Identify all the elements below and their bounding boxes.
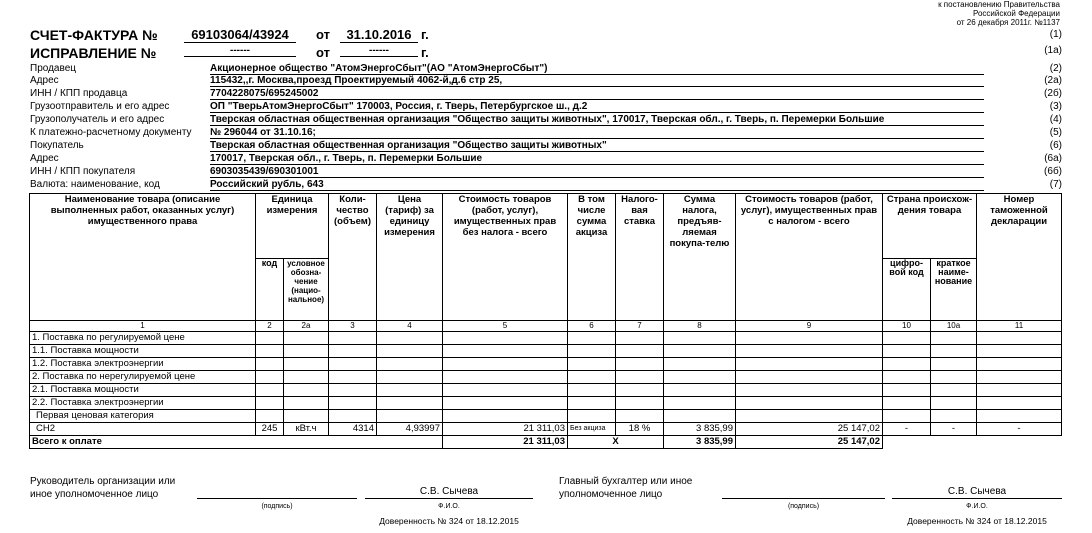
total-row bbox=[30, 436, 1062, 449]
item-row bbox=[30, 423, 1062, 436]
col-number: 11 bbox=[977, 321, 1062, 332]
info-ref: (4) bbox=[1049, 114, 1062, 125]
col-header-unit: Единица измерения bbox=[256, 194, 329, 259]
director-label-1: Руководитель организации или bbox=[30, 476, 176, 487]
item-tax: 3 835,99 bbox=[664, 423, 736, 436]
invoice-table bbox=[29, 193, 1062, 449]
director-sign-caption: (подпись) bbox=[261, 503, 293, 510]
info-ref: (6а) bbox=[1044, 153, 1062, 164]
item-unit: кВт.ч bbox=[284, 423, 329, 436]
info-value: Тверская областная общественная организация "Общество защиты животных", 170017, Тверская обл., г. Тверь, п. Перемерки Большие bbox=[210, 114, 885, 125]
info-row-buyer bbox=[30, 140, 1062, 152]
invoice-ref: (1) bbox=[1049, 29, 1062, 40]
info-value: Российский рубль, 643 bbox=[210, 179, 324, 190]
info-row-shipper bbox=[30, 101, 1062, 113]
info-ref: (5) bbox=[1049, 127, 1062, 138]
info-label: К платежно-расчетному документу bbox=[30, 127, 192, 138]
item-cost: 21 311,03 bbox=[443, 423, 568, 436]
info-ref: (7) bbox=[1049, 179, 1062, 190]
info-value: 115432,,г. Москва,проезд Проектируемый 4062-й,д.6 стр 25, bbox=[210, 75, 503, 86]
decree-line-3: от 26 декабря 2011г. №1137 bbox=[956, 18, 1060, 27]
info-label: ИНН / КПП продавца bbox=[30, 88, 128, 99]
row-name: 1. Поставка по регулируемой цене bbox=[30, 332, 256, 345]
accountant-power-of-attorney: Доверенность № 324 от 18.12.2015 bbox=[907, 516, 1047, 526]
row-name: 2.2. Поставка электроэнергии bbox=[30, 397, 256, 410]
invoice-year-suffix: г. bbox=[421, 27, 429, 42]
director-signature-line bbox=[197, 498, 357, 499]
col-number: 8 bbox=[664, 321, 736, 332]
correction-year-suffix: г. bbox=[421, 45, 429, 60]
info-label: Продавец bbox=[30, 63, 76, 74]
info-label: Покупатель bbox=[30, 140, 84, 151]
item-name: СН2 bbox=[30, 423, 256, 436]
decree-line-1: к постановлению Правительства bbox=[938, 0, 1060, 9]
item-country-code: - bbox=[883, 423, 931, 436]
director-name: С.В. Сычева bbox=[419, 486, 479, 497]
info-value: 6903035439/690301001 bbox=[210, 166, 319, 177]
item-excise: Без акциза bbox=[568, 423, 616, 436]
info-ref: (2а) bbox=[1044, 75, 1062, 86]
director-label-2: иное уполномоченное лицо bbox=[30, 489, 159, 500]
item-price: 4,93997 bbox=[377, 423, 443, 436]
col-number: 3 bbox=[329, 321, 377, 332]
item-country-name: - bbox=[931, 423, 977, 436]
info-row-seller-inn bbox=[30, 88, 1062, 100]
correction-title: ИСПРАВЛЕНИЕ № bbox=[30, 45, 157, 61]
total-tax: 3 835,99 bbox=[664, 436, 736, 449]
info-row-buyer-address bbox=[30, 153, 1062, 165]
col-number: 10а bbox=[931, 321, 977, 332]
row-name: 1.1. Поставка мощности bbox=[30, 345, 256, 358]
col-number: 4 bbox=[377, 321, 443, 332]
info-label: Грузоотправитель и его адрес bbox=[30, 101, 170, 112]
col-header-tax-rate: Налого-вая ставка bbox=[616, 194, 664, 321]
invoice-date: 31.10.2016 bbox=[340, 27, 418, 43]
row-name: 2. Поставка по нерегулируемой цене bbox=[30, 371, 256, 384]
info-label: Адрес bbox=[30, 153, 59, 164]
item-total: 25 147,02 bbox=[736, 423, 883, 436]
accountant-name-line bbox=[892, 498, 1062, 499]
table-row bbox=[30, 410, 1062, 423]
info-value: Акционерное общество "АтомЭнергоСбыт"(АО "АтомЭнергоСбыт") bbox=[210, 63, 548, 74]
info-label: Грузополучатель и его адрес bbox=[30, 114, 165, 125]
info-value: 7704228075/695245002 bbox=[210, 88, 319, 99]
table-row bbox=[30, 332, 1062, 345]
accountant-fio-caption: Ф.И.О. bbox=[966, 503, 988, 510]
correction-from-label: от bbox=[316, 45, 330, 60]
column-number-row bbox=[30, 321, 1062, 332]
total-label: Всего к оплате bbox=[30, 436, 443, 449]
invoice-from-label: от bbox=[316, 27, 330, 42]
info-value: 170017, Тверская обл., г. Тверь, п. Перемерки Большие bbox=[210, 153, 483, 164]
invoice-title: СЧЕТ-ФАКТУРА № bbox=[30, 27, 158, 43]
total-cost: 21 311,03 bbox=[443, 436, 568, 449]
col-header-name: Наименование товара (описание выполненных работ, оказанных услуг) имущественного права bbox=[30, 194, 256, 321]
accountant-signature-line bbox=[722, 498, 885, 499]
table-row bbox=[30, 371, 1062, 384]
col-header-unit-symbol: условное обозна-чение (нацио-нальное) bbox=[284, 259, 329, 321]
row-name: 1.2. Поставка электроэнергии bbox=[30, 358, 256, 371]
table-row bbox=[30, 345, 1062, 358]
col-number: 9 bbox=[736, 321, 883, 332]
info-ref: (6) bbox=[1049, 140, 1062, 151]
info-label: ИНН / КПП покупателя bbox=[30, 166, 136, 177]
info-ref: (3) bbox=[1049, 101, 1062, 112]
col-number: 7 bbox=[616, 321, 664, 332]
accountant-label-2: уполномоченное лицо bbox=[559, 489, 663, 500]
info-row-consignee bbox=[30, 114, 1062, 126]
correction-date: ------ bbox=[340, 45, 418, 57]
col-header-country-code: цифро-вой код bbox=[883, 259, 931, 321]
info-ref: (2) bbox=[1049, 63, 1062, 74]
info-ref: (6б) bbox=[1044, 166, 1062, 177]
director-name-line bbox=[365, 498, 533, 499]
col-number: 1 bbox=[30, 321, 256, 332]
table-row bbox=[30, 358, 1062, 371]
info-row-payment-doc bbox=[30, 127, 1062, 139]
table-row bbox=[30, 384, 1062, 397]
col-number: 2 bbox=[256, 321, 284, 332]
col-header-total: Стоимость товаров (работ, услуг), имущественных прав с налогом - всего bbox=[736, 194, 883, 321]
item-customs: - bbox=[977, 423, 1062, 436]
info-label: Валюта: наименование, код bbox=[30, 179, 160, 190]
col-header-excise: В том числе сумма акциза bbox=[568, 194, 616, 321]
col-header-country-name: краткое наиме-нование bbox=[931, 259, 977, 321]
correction-ref: (1а) bbox=[1044, 45, 1062, 56]
col-header-cost: Стоимость товаров (работ, услуг), имущественных прав без налога - всего bbox=[443, 194, 568, 321]
col-header-price: Цена (тариф) за единицу измерения bbox=[377, 194, 443, 321]
total-excise-mark: Х bbox=[568, 436, 664, 449]
director-fio-caption: Ф.И.О. bbox=[438, 503, 460, 510]
info-row-buyer-inn bbox=[30, 166, 1062, 178]
director-power-of-attorney: Доверенность № 324 от 18.12.2015 bbox=[379, 516, 519, 526]
col-header-tax-sum: Сумма налога, предъяв-ляемая покупа-телю bbox=[664, 194, 736, 321]
row-name: 2.1. Поставка мощности bbox=[30, 384, 256, 397]
col-number: 10 bbox=[883, 321, 931, 332]
col-number: 6 bbox=[568, 321, 616, 332]
item-rate: 18 % bbox=[616, 423, 664, 436]
info-ref: (2б) bbox=[1044, 88, 1062, 99]
info-value: № 296044 от 31.10.16; bbox=[210, 127, 316, 138]
info-row-seller-address bbox=[30, 75, 1062, 87]
col-header-country: Страна происхож-дения товара bbox=[883, 194, 977, 259]
col-number: 5 bbox=[443, 321, 568, 332]
item-unit-code: 245 bbox=[256, 423, 284, 436]
accountant-sign-caption: (подпись) bbox=[787, 503, 820, 510]
info-row-seller bbox=[30, 63, 1062, 75]
total-sum: 25 147,02 bbox=[736, 436, 883, 449]
correction-number: ------ bbox=[184, 45, 296, 57]
info-row-currency bbox=[30, 179, 1062, 191]
invoice-number: 69103064/43924 bbox=[184, 27, 296, 43]
item-qty: 4314 bbox=[329, 423, 377, 436]
col-number: 2а bbox=[284, 321, 329, 332]
decree-reference bbox=[938, 0, 1060, 27]
table-row bbox=[30, 397, 1062, 410]
col-header-qty: Коли-чество (объем) bbox=[329, 194, 377, 321]
col-header-unit-code: код bbox=[256, 259, 284, 321]
row-name: Первая ценовая категория bbox=[30, 410, 256, 423]
decree-line-2: Российской Федерации bbox=[973, 9, 1060, 18]
col-header-customs: Номер таможенной декларации bbox=[977, 194, 1062, 321]
info-label: Адрес bbox=[30, 75, 59, 86]
accountant-name: С.В. Сычева bbox=[947, 486, 1007, 497]
accountant-label-1: Главный бухгалтер или иное bbox=[559, 476, 693, 487]
info-value: Тверская областная общественная организация "Общество защиты животных" bbox=[210, 140, 607, 151]
info-value: ОП "ТверьАтомЭнергоСбыт" 170003, Россия, г. Тверь, Петербургское ш., д.2 bbox=[210, 101, 588, 112]
